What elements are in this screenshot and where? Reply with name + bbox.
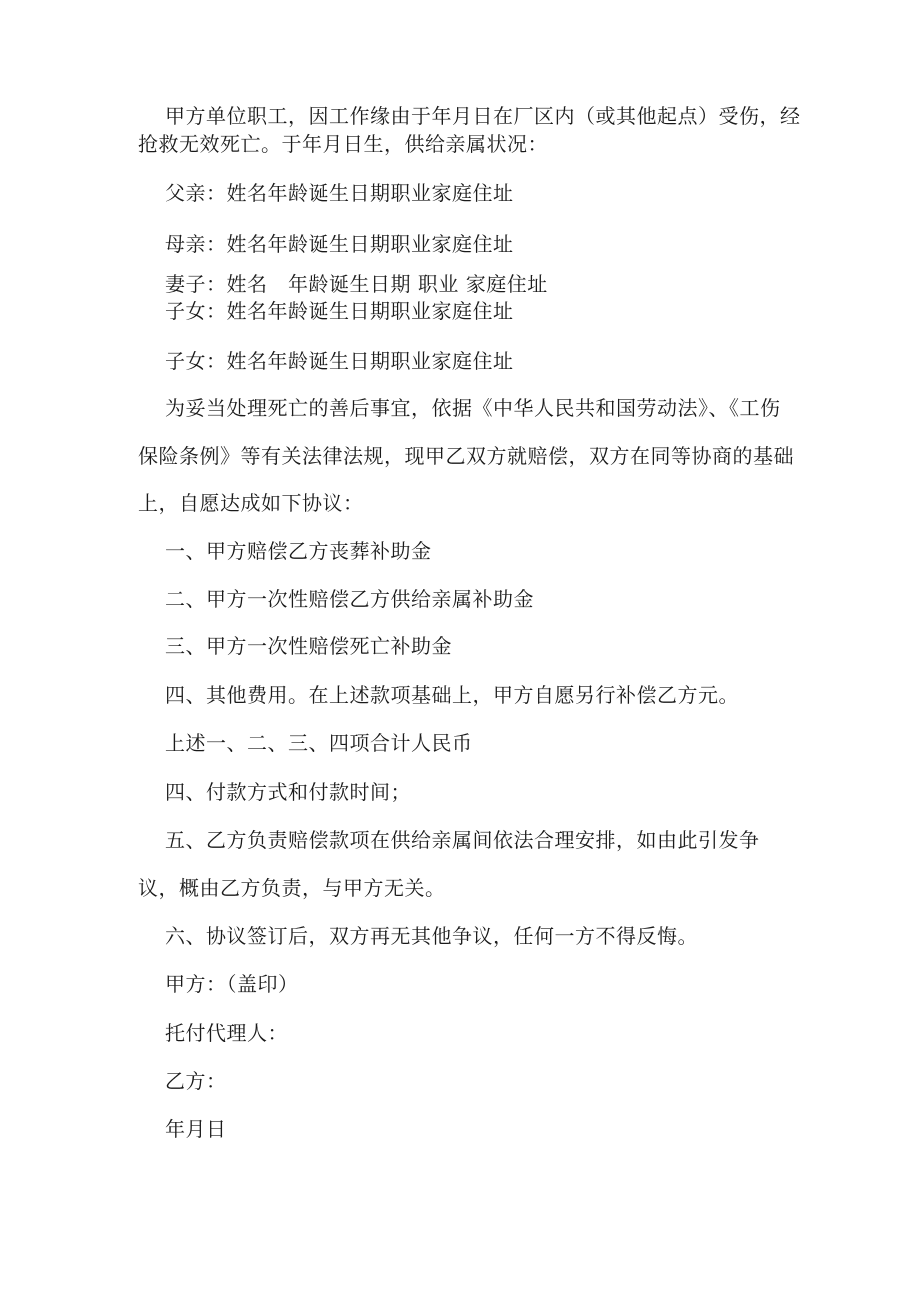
clause-1: 一、甲方赔偿乙方丧葬补助金 — [165, 539, 432, 563]
clause-2: 二、甲方一次性赔偿乙方供给亲属补助金 — [165, 587, 534, 611]
intro-line-2: 抢救无效死亡。于年月日生，供给亲属状况： — [138, 132, 548, 156]
relative-child-2: 子女：姓名年龄诞生日期职业家庭住址 — [165, 349, 514, 373]
signing-date: 年月日 — [165, 1117, 227, 1141]
relative-wife: 妻子：姓名 年龄诞生日期 职业 家庭住址 — [165, 272, 548, 296]
clause-total: 上述一、二、三、四项合计人民币 — [165, 731, 473, 755]
clause-4-other-fees: 四、其他费用。在上述款项基础上，甲方自愿另行补偿乙方元。 — [165, 683, 739, 707]
preamble-line-1: 为妥当处理死亡的善后事宜，依据《中华人民共和国劳动法》、《工伤 — [165, 396, 781, 420]
preamble-line-2: 保险条例》等有关法律法规，现甲乙双方就赔偿，双方在同等协商的基础 — [138, 444, 794, 468]
party-b-signature: 乙方： — [165, 1069, 227, 1093]
clause-5-line-1: 五、乙方负责赔偿款项在供给亲属间依法合理安排，如由此引发争 — [165, 828, 760, 852]
clause-4-payment: 四、付款方式和付款时间； — [165, 780, 411, 804]
clause-3: 三、甲方一次性赔偿死亡补助金 — [165, 634, 452, 658]
clause-6: 六、协议签订后，双方再无其他争议，任何一方不得反悔。 — [165, 924, 698, 948]
relative-child-1: 子女：姓名年龄诞生日期职业家庭住址 — [165, 299, 514, 323]
intro-line-1: 甲方单位职工，因工作缘由于年月日在厂区内（或其他起点）受伤，经 — [165, 104, 801, 128]
relative-father: 父亲：姓名年龄诞生日期职业家庭住址 — [165, 181, 514, 205]
preamble-line-3: 上，自愿达成如下协议： — [138, 491, 364, 515]
agent-signature: 托付代理人： — [165, 1021, 288, 1045]
party-a-seal: 甲方：（盖印） — [165, 972, 299, 996]
clause-5-line-2: 议，概由乙方负责，与甲方无关。 — [138, 876, 446, 900]
relative-mother: 母亲：姓名年龄诞生日期职业家庭住址 — [165, 232, 514, 256]
